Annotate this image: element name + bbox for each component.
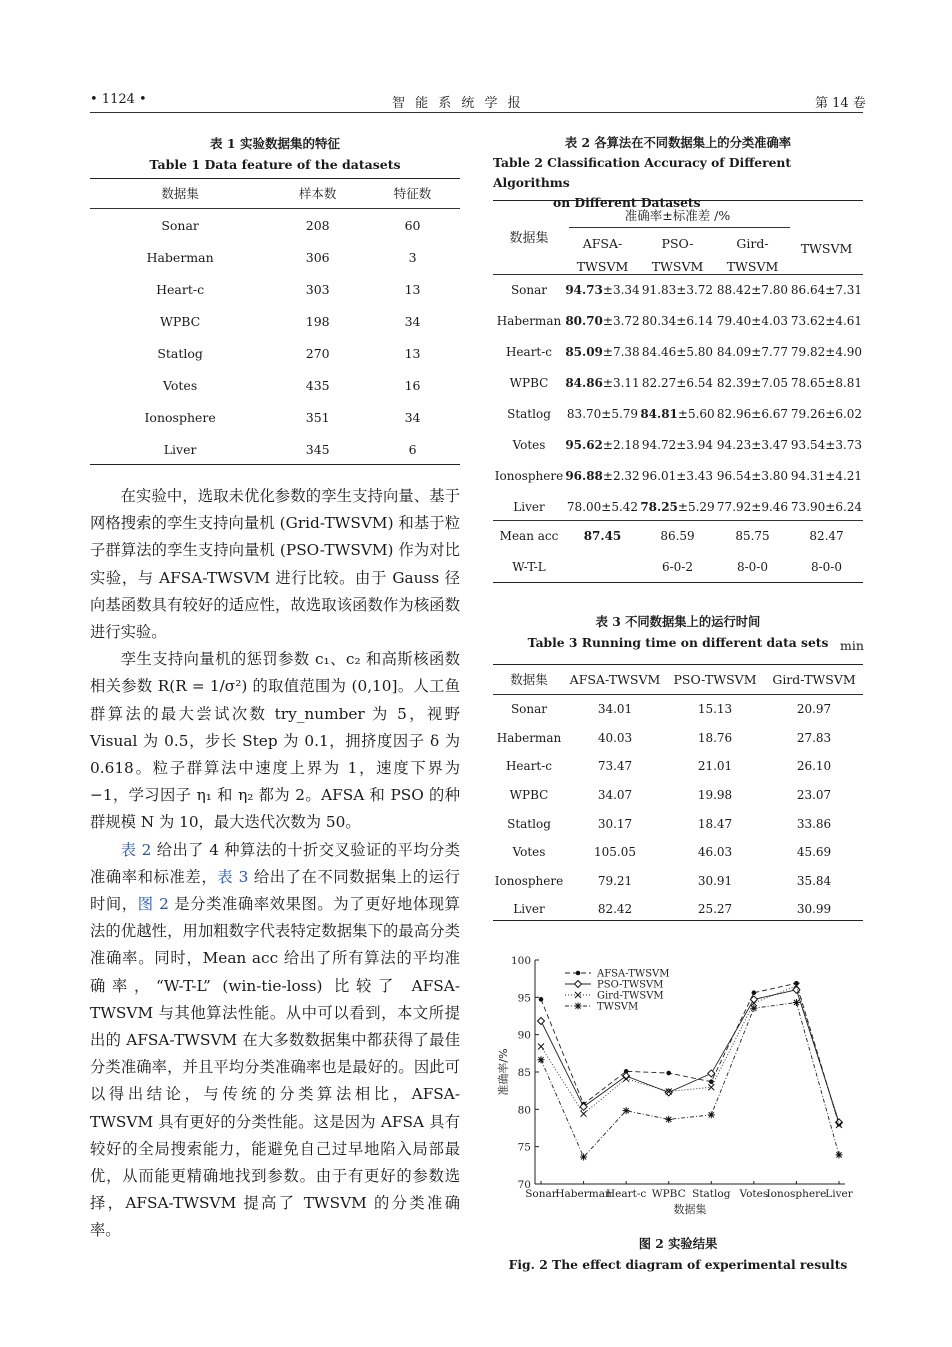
table1-cell: 3	[408, 249, 417, 265]
table1-row	[90, 433, 460, 465]
table2-mean-value: 83.70	[566, 406, 602, 421]
table2-value-cell	[565, 274, 640, 305]
table2-value-cell	[565, 460, 640, 491]
table2-dataset-cell: Ionosphere	[494, 468, 564, 483]
table2-row	[493, 305, 863, 336]
table3-row	[493, 724, 863, 753]
data-point	[576, 971, 581, 976]
table2-mean-afsa: 87.45	[583, 528, 622, 543]
table2-bottom-rule	[493, 582, 863, 583]
table2-mean-value: 95.62	[565, 437, 603, 452]
ref-fig2-link[interactable]: 图 2	[137, 895, 169, 914]
table2-body	[493, 274, 863, 522]
table2-std-value: ±6.67	[751, 406, 789, 421]
table3-caption	[493, 611, 863, 653]
table3-cell: 15.13	[697, 702, 733, 717]
table2	[493, 274, 863, 522]
paragraph-3-part-a: 给出了 4 种算法的十折交叉验证的平均分类准确率和标准差，	[90, 840, 460, 886]
table3-col-pso: PSO-TWSVM	[665, 664, 765, 695]
y-tick-label: 100	[510, 955, 531, 967]
table3-cell: 23.07	[796, 788, 832, 803]
table3-cell: 19.98	[697, 788, 733, 803]
table2-mean-value: 96.54	[716, 468, 752, 483]
y-tick-label: 70	[517, 1179, 531, 1191]
table2-std-value: ±3.80	[751, 468, 789, 483]
table2-row	[493, 336, 863, 367]
data-point	[793, 999, 800, 1006]
table3-cell: Haberman	[496, 730, 562, 745]
table2-std-value: ±9.46	[751, 499, 789, 514]
table3-col-afsa: AFSA-TWSVM	[565, 664, 665, 695]
table2-std-value: ±3.43	[676, 468, 714, 483]
table1-cell: 198	[305, 313, 330, 329]
table1-cell: Heart-c	[156, 281, 205, 297]
table2-value-cell	[790, 367, 863, 398]
table2-std-value: ±3.11	[602, 375, 640, 390]
paragraph-3-part-c: 是分类准确率效果图。为了更好地体现算法的优越性，用加粗数字代表特定数据集下的最高分类准确率。同时，Mean acc 给出了所有算法的平均准确率，“W-T-L” (win-tie-loss) 比较了 AFSA-TWSVM 与其他算法性能。从中可以看到，本文所提出的 AFSA-TWSVM 在大多数数据集中都获得了最佳分类准确率，并且平均分类准确率也是最好的。因此可以得出结论，与传统的分类算法相比，AFSA-TWSVM 具有更好的分类性能。这是因为 AFSA 具有较好的全局搜索能力，能避免自己过早地陷入局部最优，从而能更精确地找到参数。由于有更好的参数选择，AFSA-TWSVM 提高了 TWSVM 的分类准确率。	[90, 895, 460, 1240]
table2-std-value: ±4.03	[751, 313, 789, 328]
x-axis-label: 数据集	[673, 1203, 707, 1216]
header-rule	[90, 112, 863, 113]
table1-caption	[90, 133, 460, 175]
table2-mean-value: 91.83	[641, 282, 677, 297]
table2-wtl-gird: 8-0-0	[736, 559, 768, 574]
table2-mean-value: 79.82	[790, 344, 826, 359]
table2-mean-value: 77.92	[716, 499, 752, 514]
data-point	[580, 1103, 587, 1110]
table2-value-cell	[640, 274, 715, 305]
table2-wtl-twsvm: 8-0-0	[810, 559, 842, 574]
table1-cell: 34	[404, 409, 421, 425]
table1-cell: 270	[305, 345, 330, 361]
table3-bottom-rule	[493, 920, 863, 921]
table2-std-value: ±6.24	[825, 499, 863, 514]
table2-value-cell	[640, 398, 715, 429]
table2-std-value: ±3.73	[825, 437, 863, 452]
table3-cell: WPBC	[509, 788, 549, 803]
table2-row	[493, 274, 863, 305]
table1-cell: 351	[305, 409, 330, 425]
table2-mean-value: 93.54	[790, 437, 826, 452]
table1-bottom-rule	[90, 464, 460, 465]
table1-cell: 13	[404, 345, 421, 361]
table2-dataset-cell: Statlog	[507, 406, 551, 421]
data-point	[836, 1151, 843, 1158]
table2-std-value: ±6.14	[676, 313, 714, 328]
data-point	[575, 1003, 582, 1010]
table3-cell: 105.05	[594, 845, 636, 860]
table2-value-cell	[715, 336, 790, 367]
table2-mean-pso: 86.59	[660, 528, 695, 543]
table2-row	[493, 460, 863, 491]
table1-cell: WPBC	[160, 313, 201, 329]
table3-cell: 18.76	[697, 730, 733, 745]
table2-mean-value: 94.72	[641, 437, 677, 452]
table2-mean-value: 94.31	[790, 468, 826, 483]
table2-std-value: ±8.81	[825, 375, 863, 390]
data-point	[665, 1089, 672, 1096]
table2-std-value: ±7.05	[751, 375, 789, 390]
table3-cell: Ionosphere	[494, 873, 564, 888]
table2-value-cell	[790, 460, 863, 491]
table3-cell: 34.07	[597, 788, 633, 803]
table3-row	[493, 838, 863, 867]
table1-row	[90, 209, 460, 242]
y-tick-label: 90	[517, 1029, 531, 1042]
table2-mean-value: 82.27	[641, 375, 677, 390]
table2-mean-value: 82.39	[716, 375, 752, 390]
table3-body	[493, 695, 863, 924]
table2-mean-value: 88.42	[716, 282, 752, 297]
table2-std-value: ±3.34	[602, 282, 640, 297]
table2-dataset-header: 数据集	[509, 231, 549, 246]
table2-mean-value: 94.73	[565, 282, 603, 297]
table3-cell: Statlog	[507, 816, 551, 831]
table2-summary	[493, 520, 863, 582]
table1-row	[90, 273, 460, 305]
table2-value-cell	[715, 460, 790, 491]
table2-mean-value: 79.40	[716, 313, 752, 328]
x-tick-label: Votes	[739, 1188, 769, 1200]
table1-cell: 345	[305, 441, 330, 457]
table2-wtl-label: W-T-L	[512, 559, 546, 574]
table2-std-value: ±7.77	[751, 344, 789, 359]
data-point	[752, 990, 757, 995]
table1-cell: Statlog	[157, 345, 203, 361]
table3-cell: 30.99	[796, 902, 832, 917]
table2-value-cell	[565, 429, 640, 460]
data-point	[623, 1107, 630, 1114]
table1-cell: 303	[305, 281, 330, 297]
data-point	[708, 1111, 715, 1118]
table1-cell: 306	[305, 249, 330, 265]
table2-value-cell	[640, 429, 715, 460]
table1-caption-en: Table 1 Data feature of the datasets	[149, 157, 401, 172]
x-tick-label: Liver	[825, 1188, 853, 1200]
table2-col-twsvm: TWSVM	[800, 241, 853, 256]
table1-row	[90, 337, 460, 369]
table3	[493, 664, 863, 924]
table3-caption-en: Table 3 Running time on different data sets	[527, 635, 829, 650]
table3-unit: min	[840, 638, 864, 653]
table2-std-value: ±3.72	[676, 282, 714, 297]
table2-value-cell	[640, 460, 715, 491]
table1-cell: Votes	[163, 377, 198, 393]
paragraph-1: 在实验中，选取未优化参数的孪生支持向量、基于网格搜索的孪生支持向量机 (Grid-TWSVM) 和基于粒子群算法的孪生支持向量机 (PSO-TWSVM) 作为对比实验，与 AFSA-TWSVM 进行比较。由于 Gauss 径向基函数具有较好的适应性，故选取该函数作为核函数进行实验。	[90, 487, 460, 642]
data-point	[538, 1056, 545, 1063]
table2-mean-value: 84.81	[640, 406, 678, 421]
table3-cell: 20.97	[796, 702, 832, 717]
table2-group-rule	[569, 227, 790, 228]
paragraph-3	[90, 837, 460, 1245]
table2-row	[493, 398, 863, 429]
data-point	[709, 1079, 714, 1084]
table2-value-cell	[640, 491, 715, 522]
table2-std-value: ±4.21	[825, 468, 863, 483]
legend-label: AFSA-TWSVM	[597, 968, 670, 980]
table2-value-cell	[790, 274, 863, 305]
table3-cell: 40.03	[597, 730, 633, 745]
table2-value-cell	[565, 398, 640, 429]
table1-col-dataset: 数据集	[90, 178, 270, 209]
volume-label: 第 14 卷	[815, 96, 866, 111]
table1-row	[90, 401, 460, 433]
table2-mean-value: 82.96	[716, 406, 752, 421]
table2-std-value: ±2.18	[602, 437, 640, 452]
table2-mean-value: 96.88	[565, 468, 603, 483]
table2-caption-en-1: Table 2 Classification Accuracy of Different Algorithms	[493, 155, 792, 190]
table1-cell: 6	[408, 441, 417, 457]
table2-dataset-cell: WPBC	[509, 375, 549, 390]
table2-mean-value: 78.00	[566, 499, 602, 514]
table2-value-cell	[640, 336, 715, 367]
table2-col-gird-l2: TWSVM	[726, 259, 779, 274]
ref-table2-link[interactable]: 表 2	[120, 840, 152, 859]
table2-value-cell	[565, 336, 640, 367]
table2-row	[493, 491, 863, 522]
table3-cell: 21.01	[697, 759, 733, 774]
table3-col-dataset: 数据集	[493, 664, 565, 695]
table2-mean-label: Mean acc	[499, 528, 559, 543]
paragraph-3-part-b: 给出了在不同数据集上的运行时间，	[90, 867, 460, 914]
table2-mean-value: 78.25	[640, 499, 678, 514]
table2-value-cell	[715, 274, 790, 305]
table1-cell: 13	[404, 281, 421, 297]
table3-row	[493, 752, 863, 781]
table1-cell: Haberman	[146, 249, 214, 265]
table2-value-cell	[790, 429, 863, 460]
table2-col-pso-l1: PSO-	[661, 236, 694, 251]
table2-dataset-cell: Liver	[513, 499, 545, 514]
table2-value-cell	[790, 398, 863, 429]
table2-value-cell	[790, 336, 863, 367]
table2-value-cell	[640, 367, 715, 398]
table1-cell: Liver	[163, 441, 197, 457]
table2-dataset-cell: Haberman	[496, 313, 562, 328]
table2-std-value: ±7.38	[602, 344, 640, 359]
table1-cell: 34	[404, 313, 421, 329]
table3-cell: Sonar	[510, 702, 548, 717]
table2-std-value: ±5.60	[677, 406, 715, 421]
table2-col-afsa-l2: TWSVM	[576, 259, 629, 274]
table2-std-value: ±7.31	[825, 282, 863, 297]
table2-value-cell	[715, 429, 790, 460]
table2-std-value: ±2.32	[602, 468, 640, 483]
table3-col-gird: Gird-TWSVM	[765, 664, 863, 695]
table1-col-samples: 样本数	[270, 178, 365, 209]
table3-cell: 25.27	[697, 902, 733, 917]
table2-mean-value: 84.46	[641, 344, 677, 359]
data-point	[750, 1005, 757, 1012]
table2-mean-value: 80.70	[565, 313, 603, 328]
table3-row	[493, 695, 863, 724]
journal-title: 智 能 系 统 学 报	[392, 96, 524, 111]
data-point	[538, 1018, 545, 1025]
x-tick-label: Ionosphere	[766, 1188, 827, 1200]
table2-row	[493, 429, 863, 460]
table2-mean-value: 79.26	[790, 406, 826, 421]
data-point	[581, 1111, 587, 1117]
data-point	[580, 1153, 587, 1160]
table2-dataset-cell: Votes	[512, 437, 546, 452]
body-text	[90, 483, 460, 1245]
x-tick-label: Heart-c	[605, 1188, 647, 1200]
table3-cell: 27.83	[796, 730, 832, 745]
table1-cell: Sonar	[161, 217, 199, 233]
table2-mean-gird: 85.75	[735, 528, 770, 543]
table2-mean-value: 84.86	[565, 375, 603, 390]
table3-caption-cn: 表 3 不同数据集上的运行时间	[595, 614, 761, 629]
x-tick-label: Sonar	[525, 1188, 557, 1200]
table2-std-value: ±5.29	[677, 499, 715, 514]
y-tick-label: 80	[517, 1104, 531, 1117]
table2-wtl-afsa	[565, 551, 640, 582]
data-point	[539, 997, 544, 1002]
table2-std-value: ±6.02	[825, 406, 863, 421]
table2-caption-en-2: on Different Datasets	[553, 195, 701, 210]
table2-std-value: ±3.94	[676, 437, 714, 452]
table2-mean-value: 85.09	[565, 344, 603, 359]
table2-mean-value: 94.23	[716, 437, 752, 452]
table3-cell: Votes	[512, 845, 546, 860]
page-number: • 1124 •	[90, 92, 147, 107]
table1-caption-cn: 表 1 实验数据集的特征	[210, 136, 340, 151]
table3-cell: 82.42	[597, 902, 633, 917]
table1-cell: 60	[404, 217, 421, 233]
table3-cell: 46.03	[697, 845, 733, 860]
table1-row	[90, 305, 460, 337]
table2-dataset-cell: Heart-c	[505, 344, 553, 359]
table1-cell: 208	[305, 217, 330, 233]
table2-caption-cn: 表 2 各算法在不同数据集上的分类准确率	[564, 135, 792, 150]
table3-cell: 18.47	[697, 816, 733, 831]
y-tick-label: 85	[517, 1067, 531, 1079]
table3-cell: 34.01	[597, 702, 633, 717]
table3-row	[493, 867, 863, 896]
table2-value-cell	[565, 305, 640, 336]
legend-label: Gird-TWSVM	[597, 990, 664, 1002]
table3-header-row	[493, 664, 863, 695]
table2-col-gird	[715, 232, 790, 278]
table2-std-value: ±5.42	[601, 499, 639, 514]
table2-std-value: ±5.80	[676, 344, 714, 359]
table2-value-cell	[640, 305, 715, 336]
table3-row	[493, 781, 863, 810]
data-point	[538, 1043, 544, 1049]
table3-cell: 73.47	[597, 759, 633, 774]
table3-row	[493, 809, 863, 838]
table2-wtl-pso: 6-0-2	[661, 559, 693, 574]
table1-cell: Ionosphere	[144, 409, 216, 425]
accuracy-line-chart	[493, 948, 863, 1220]
table2-value-cell	[790, 305, 863, 336]
ref-table3-link[interactable]: 表 3	[217, 867, 249, 886]
table2-std-value: ±4.90	[825, 344, 863, 359]
table3-cell: 35.84	[796, 873, 832, 888]
table3-cell: Liver	[513, 902, 545, 917]
data-point	[575, 981, 582, 988]
table2-value-cell	[565, 491, 640, 522]
table2-mean-value: 78.65	[790, 375, 826, 390]
table2-value-cell	[715, 398, 790, 429]
table1-body	[90, 209, 460, 466]
table2-wtl-row	[493, 551, 863, 582]
table2-std-value: ±4.61	[825, 313, 863, 328]
table2-value-cell	[715, 305, 790, 336]
table1	[90, 178, 460, 465]
legend-label: TWSVM	[597, 1001, 639, 1013]
data-point	[666, 1071, 671, 1076]
figure2-caption-en: Fig. 2 The effect diagram of experimental results	[508, 1257, 848, 1272]
table1-row	[90, 369, 460, 401]
table2-mean-row	[493, 520, 863, 551]
table2-mean-value: 86.64	[790, 282, 826, 297]
data-point	[665, 1116, 672, 1123]
table1-cell: 435	[305, 377, 330, 393]
table2-std-value: ±6.54	[676, 375, 714, 390]
table2-mean-value: 96.01	[641, 468, 677, 483]
table2-col-afsa-l1: AFSA-	[582, 236, 623, 251]
table3-cell: 30.17	[597, 816, 633, 831]
table2-mean-value: 73.62	[790, 313, 826, 328]
table1-row	[90, 241, 460, 273]
table3-cell: 26.10	[796, 759, 832, 774]
table2-std-value: ±7.80	[751, 282, 789, 297]
y-axis-label: 准确率/%	[497, 1048, 510, 1096]
table2-value-cell	[715, 491, 790, 522]
table2-col-pso	[640, 232, 715, 278]
table2-group-header: 准确率±标准差 /%	[624, 208, 731, 223]
table2-mean-value: 84.09	[716, 344, 752, 359]
table2-value-cell	[565, 367, 640, 398]
table3-cell: 30.91	[697, 873, 733, 888]
table3-cell: Heart-c	[505, 759, 553, 774]
table3-cell: 33.86	[796, 816, 832, 831]
y-tick-label: 75	[517, 1141, 531, 1154]
series-line	[541, 1002, 839, 1156]
table2-header	[493, 201, 863, 275]
table2-mean-value: 80.34	[641, 313, 677, 328]
table2-std-value: ±3.47	[751, 437, 789, 452]
table1-header-row	[90, 178, 460, 209]
table3-cell: 79.21	[597, 873, 633, 888]
y-tick-label: 95	[517, 992, 531, 1005]
x-tick-label: Haberman	[555, 1188, 612, 1200]
legend-label: PSO-TWSVM	[597, 979, 664, 991]
table2-std-value: ±5.79	[601, 406, 639, 421]
table2-mean-value: 73.90	[790, 499, 826, 514]
table1-col-features: 特征数	[365, 178, 460, 209]
x-tick-label: Statlog	[692, 1188, 731, 1200]
table2-col-pso-l2: TWSVM	[651, 259, 704, 274]
table2-value-cell	[715, 367, 790, 398]
table2-value-cell	[790, 491, 863, 522]
paragraph-2: 孪生支持向量机的惩罚参数 c₁、c₂ 和高斯核函数相关参数 R(R = 1/σ²) 的取值范围为 (0,10]。人工鱼群算法的最大尝试次数 try_number 为 5，视野 Visual 为 0.5，步长 Step 为 0.1，拥挤度因子 δ 为 0.618。粒子群算法中速度上界为 1，速度下界为 −1，学习因子 η₁ 和 η₂ 都为 2。AFSA 和 PSO 的种群规模 N 为 10，最大迭代次数为 50。	[90, 650, 460, 832]
figure2-caption-cn: 图 2 实验结果	[638, 1236, 718, 1251]
table2-dataset-cell: Sonar	[510, 282, 548, 297]
table2-col-gird-l1: Gird-	[736, 236, 769, 251]
table2-row	[493, 367, 863, 398]
table2-mean-twsvm: 82.47	[809, 528, 844, 543]
table3-cell: 45.69	[796, 845, 832, 860]
figure2-caption	[493, 1233, 863, 1275]
table2-col-afsa	[565, 232, 640, 278]
table2-std-value: ±3.72	[602, 313, 640, 328]
x-tick-label: WPBC	[651, 1188, 686, 1200]
table1-cell: 16	[404, 377, 421, 393]
